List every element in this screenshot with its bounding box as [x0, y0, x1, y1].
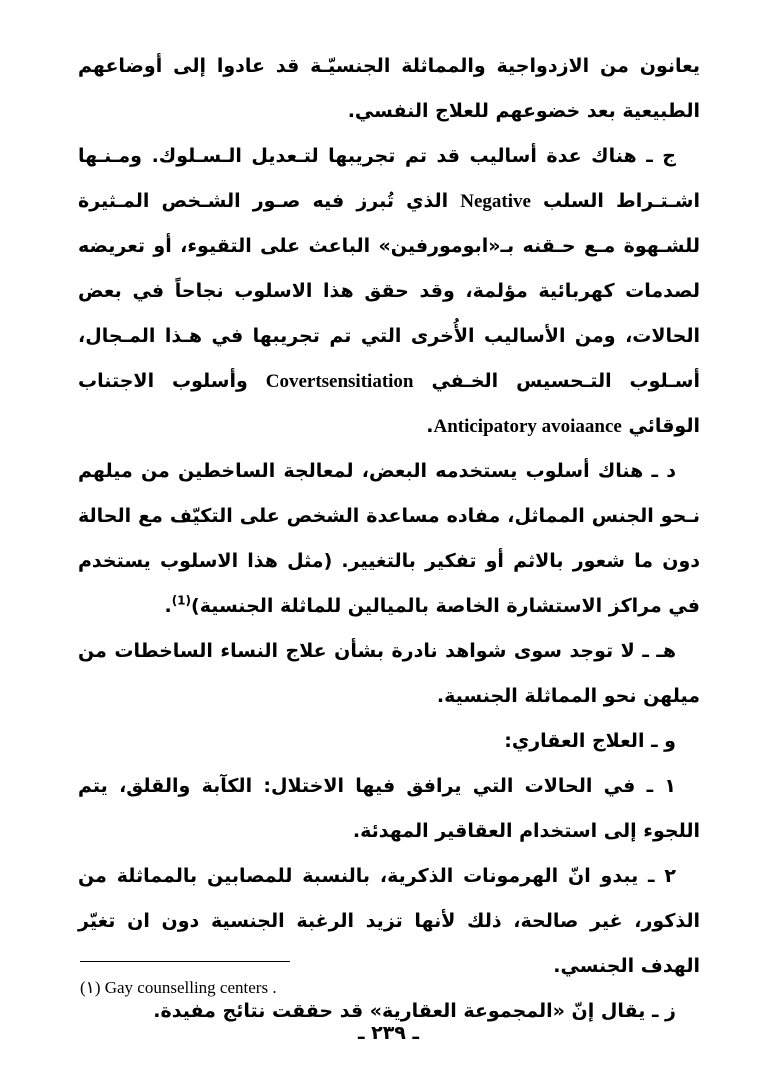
paragraph-4: هـ ـ لا توجد سوى شواهد نادرة بشأن علاج النساء الساخطات من ميلهن نحو المماثلة الجنسية. — [78, 640, 700, 707]
paragraph-2-part-b: الذي تُبرز فيه صـور الشـخص المـثيرة للشـهوة مـع حـقنه بـ«ابومورفين» الباعث على التقيوء، أو تعريضه لصدمات كهربائية مؤلمة، وقد حقق هذا الاسلوب نجاحاً في بعض الحالات، ومن الأساليب الأُخرى التي تم تجريبها في هـذا المـجال، أسـلوب التـحسيس الخـفي — [78, 190, 701, 392]
paragraph-2-end: . — [426, 415, 434, 437]
paragraph-2-part-c: وأسلوب الاجتناب الوقائي — [78, 370, 700, 437]
paragraph-1: يعانون من الازدواجية والمماثلة الجنسيّـة قد عادوا إلى أوضاعهم الطبيعية بعد خضوعهم للعلاج النفسي. — [78, 55, 700, 122]
paragraph-6: ١ ـ في الحالات التي يرافق فيها الاختلال: الكآبة والقلق، يتم اللجوء إلى استخدام العقاقير المهدئة. — [78, 775, 700, 842]
term-negative: Negative — [460, 191, 531, 212]
term-covert-sensitization: Covertsensitiation — [265, 371, 414, 392]
paragraph-3-part-a: د ـ هناك أسلوب يستخدمه البعض، لمعالجة الساخطين من ميلهم نـحو الجنس المماثل، مفاده مساعدة الشخص على التكيّف مع الحالة دون ما شعور بالاثم أو تفكير بالتغيير. (مثل هذا الاسلوب يستخدم في مراكز الاستشارة الخاصة بالميالين للماثلة الجنسية) — [78, 460, 700, 617]
paragraph-2 — [78, 134, 700, 449]
paragraph-2-part-a: ج ـ هناك عدة أساليب قد تم تجريبها لتـعديل الـسـلوك. ومـنـها اشـتـراط السلب — [78, 145, 700, 212]
footnote-marker: (١) — [80, 978, 101, 997]
paragraph-8: ز ـ يقال إنّ «المجموعة العقارية» قد حققت نتائج مفيدة. — [153, 1000, 676, 1022]
paragraph-3 — [78, 449, 700, 629]
footnote-divider — [80, 961, 290, 962]
paragraph-3-end: . — [164, 595, 172, 617]
paragraph-7: ٢ ـ يبدو انّ الهرمونات الذكرية، بالنسبة للمصابين بالمماثلة من الذكور، غير صالحة، ذلك لأنها تزيد الرغبة الجنسية دون ان تغيّر الهدف الجنسي. — [78, 865, 700, 977]
page-number: ـ ٢٣٩ ـ — [357, 1022, 419, 1044]
paragraph-5-heading: و ـ العلاج العقاري: — [504, 730, 676, 752]
footnote-text: Gay counselling centers . — [104, 978, 277, 997]
footnote — [80, 976, 580, 1000]
term-anticipatory-avoidance: Anticipatory avoiaance — [433, 416, 622, 437]
main-text — [78, 44, 700, 1034]
footnote-reference: (1) — [171, 593, 192, 608]
